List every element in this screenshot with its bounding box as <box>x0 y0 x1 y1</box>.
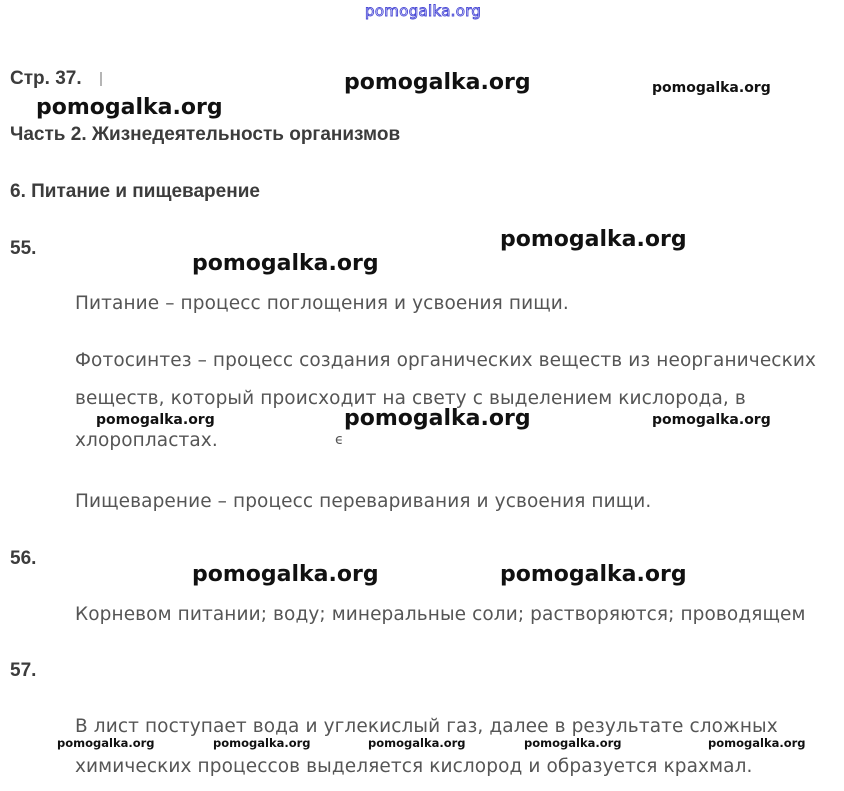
watermark: pomogalka.org <box>344 406 531 431</box>
answer-line: хлоропластах. <box>75 430 218 451</box>
watermark: pomogalka.org <box>192 562 379 587</box>
task-number: 55. <box>10 238 37 259</box>
watermark: pomogalka.org <box>500 562 687 587</box>
watermark: pomogalka.org <box>36 95 223 120</box>
task-number: 57. <box>10 660 37 681</box>
watermark: pomogalka.org <box>57 736 155 750</box>
task-number: 56. <box>10 548 37 569</box>
watermark: pomogalka.org <box>708 736 806 750</box>
watermark: pomogalka.org <box>652 80 771 96</box>
answer-line: Пищеварение – процесс переваривания и усвоения пищи. <box>75 491 652 512</box>
watermark-top: pomogalka.org <box>365 2 482 20</box>
watermark: pomogalka.org <box>500 227 687 252</box>
watermark: pomogalka.org <box>524 736 622 750</box>
answer-line: Фотосинтез – процесс создания органических веществ из неорганических <box>75 350 817 371</box>
page-reference: Стр. 37. <box>10 68 82 89</box>
section-title: 6. Питание и пищеварение <box>10 181 260 202</box>
part-title: Часть 2. Жизнедеятельность организмов <box>10 124 401 145</box>
watermark: pomogalka.org <box>344 70 531 95</box>
text-artifact <box>100 72 102 86</box>
watermark: pomogalka.org <box>652 412 771 428</box>
answer-line: веществ, который происходит на свету с выделением кислорода, в <box>75 388 746 409</box>
watermark: pomogalka.org <box>96 412 215 428</box>
watermark: pomogalka.org <box>192 251 379 276</box>
answer-line: химических процессов выделяется кислород и образуется крахмал. <box>75 756 753 777</box>
answer-line: В лист поступает вода и углекислый газ, далее в результате сложных <box>75 716 778 737</box>
watermark: pomogalka.org <box>368 736 466 750</box>
watermark: pomogalka.org <box>213 736 311 750</box>
answer-line: Корневом питании; воду; минеральные соли; растворяются; проводящем <box>75 604 806 625</box>
answer-line: Питание – процесс поглощения и усвоения пищи. <box>75 293 569 314</box>
text-artifact: ϵ <box>335 432 344 448</box>
